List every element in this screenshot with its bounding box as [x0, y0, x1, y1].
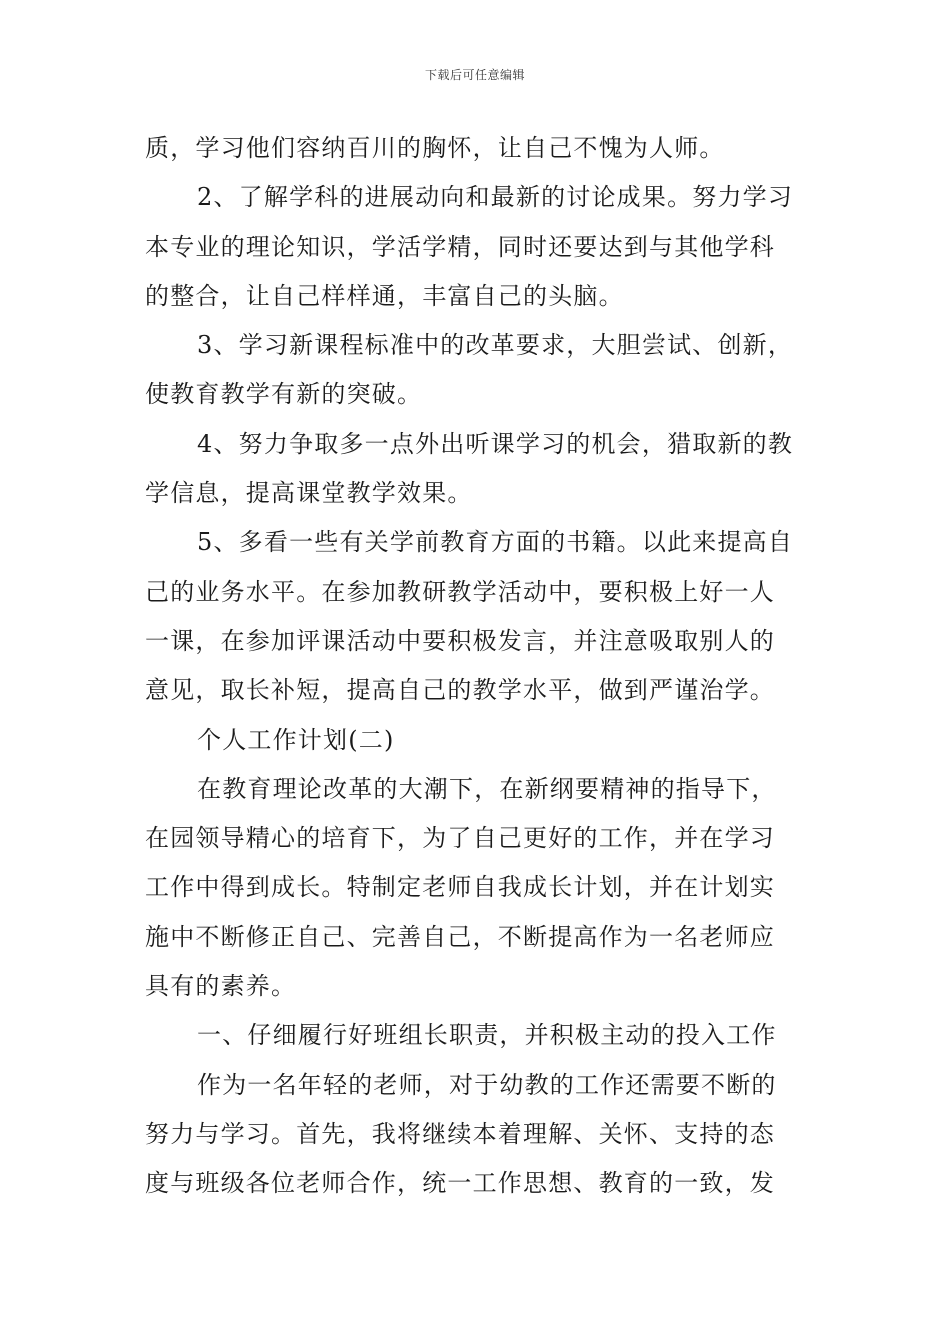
text-line: 5、多看一些有关学前教育方面的书籍。以此来提高自 [197, 528, 794, 557]
text-line: 4、努力争取多一点外出听课学习的机会，猎取新的教 [197, 429, 794, 458]
text-line: 的整合，让自己样样通，丰富自己的头脑。 [145, 281, 624, 310]
text-line: 质，学习他们容纳百川的胸怀，让自己不愧为人师。 [145, 134, 725, 162]
text-line: 作为一名年轻的老师，对于幼教的工作还需要不断的 [197, 1070, 777, 1099]
text-line: 努力与学习。首先，我将继续本着理解、关怀、支持的态 [145, 1119, 775, 1148]
text-line: 使教育教学有新的突破。 [145, 380, 423, 409]
text-line: 本专业的理论知识，学活学精，同时还要达到与其他学科 [145, 232, 775, 261]
text-line: 己的业务水平。在参加教研教学活动中，要积极上好一人 [145, 577, 775, 606]
text-line: 度与班级各位老师合作，统一工作思想、教育的一致，发 [145, 1169, 775, 1198]
text-line: 2、了解学科的进展动向和最新的讨论成果。努力学习 [197, 183, 794, 212]
text-line: 施中不断修正自己、完善自己，不断提高作为一名老师应 [145, 922, 775, 951]
text-line: 在教育理论改革的大潮下，在新纲要精神的指导下， [197, 774, 777, 803]
text-line: 工作中得到成长。特制定老师自我成长计划，并在计划实 [145, 873, 775, 902]
text-line: 一、仔细履行好班组长职责，并积极主动的投入工作 [197, 1021, 777, 1050]
text-line: 3、学习新课程标准中的改革要求，大胆尝试、创新， [197, 331, 794, 360]
text-line: 意见，取长补短，提高自己的教学水平，做到严谨治学。 [145, 676, 775, 705]
document-body [145, 124, 810, 1209]
text-line: 具有的素养。 [145, 972, 297, 1001]
header-note: 下载后可任意编辑 [424, 68, 525, 82]
text-line: 一课，在参加评课活动中要积极发言，并注意吸取别人的 [145, 626, 775, 655]
text-line: 在园领导精心的培育下，为了自己更好的工作，并在学习 [145, 824, 775, 853]
text-line: 学信息，提高课堂教学效果。 [145, 479, 473, 508]
text-line: 个人工作计划(二) [197, 725, 395, 754]
